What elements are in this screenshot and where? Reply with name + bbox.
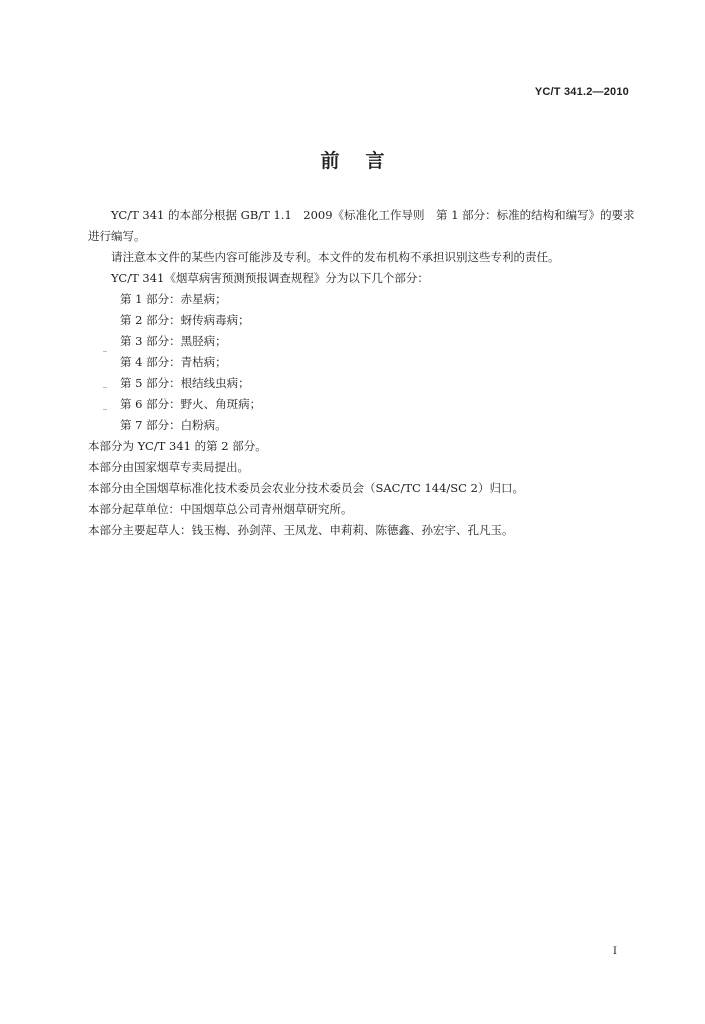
paragraph-proposer: 本部分由国家烟草专卖局提出。 [88, 460, 249, 474]
paragraph-patent-notice: 请注意本文件的某些内容可能涉及专利。本文件的发布机构不承担识别这些专利的责任。 [111, 250, 560, 264]
list-item: 第 2 部分：蚜传病毒病； [120, 313, 250, 327]
paragraph-drafters: 本部分主要起草人：钱玉梅、孙剑萍、王凤龙、申莉莉、陈德鑫、孙宏宇、孔凡玉。 [88, 523, 514, 537]
page-title: 前言 [320, 150, 411, 172]
paragraph-part-scope: 本部分为 YC/T 341 的第 2 部分。 [88, 439, 267, 453]
list-item: 第 1 部分：赤星病； [120, 292, 227, 306]
list-item: 第 3 部分：黑胫病； [120, 334, 227, 348]
list-item: 第 5 部分：根结线虫病； [120, 376, 250, 390]
list-item: 第 4 部分：青枯病； [120, 355, 227, 369]
paragraph-drafting-basis: YC/T 341 的本部分根据 GB/T 1.1 2009《标准化工作导则 第 1 部分：标准的结构和编写》的要求进行编写。 [88, 208, 635, 243]
document-body [88, 205, 636, 541]
scan-mark [103, 351, 107, 352]
paragraph-technical-committee: 本部分由全国烟草标准化技术委员会农业分技术委员会（SAC/TC 144/SC 2）归口。 [88, 481, 524, 495]
document-code: YC/T 341.2—2010 [534, 86, 629, 98]
list-item: 第 6 部分：野火、角斑病； [120, 397, 262, 411]
scan-mark [103, 387, 107, 388]
scan-mark [103, 409, 107, 410]
paragraph-parts-intro: YC/T 341《烟草病害预测预报调查规程》分为以下几个部分： [111, 271, 429, 285]
paragraph-drafting-unit: 本部分起草单位：中国烟草总公司青州烟草研究所。 [88, 502, 353, 516]
page-number: I [613, 946, 617, 957]
list-item: 第 7 部分：白粉病。 [120, 418, 227, 432]
